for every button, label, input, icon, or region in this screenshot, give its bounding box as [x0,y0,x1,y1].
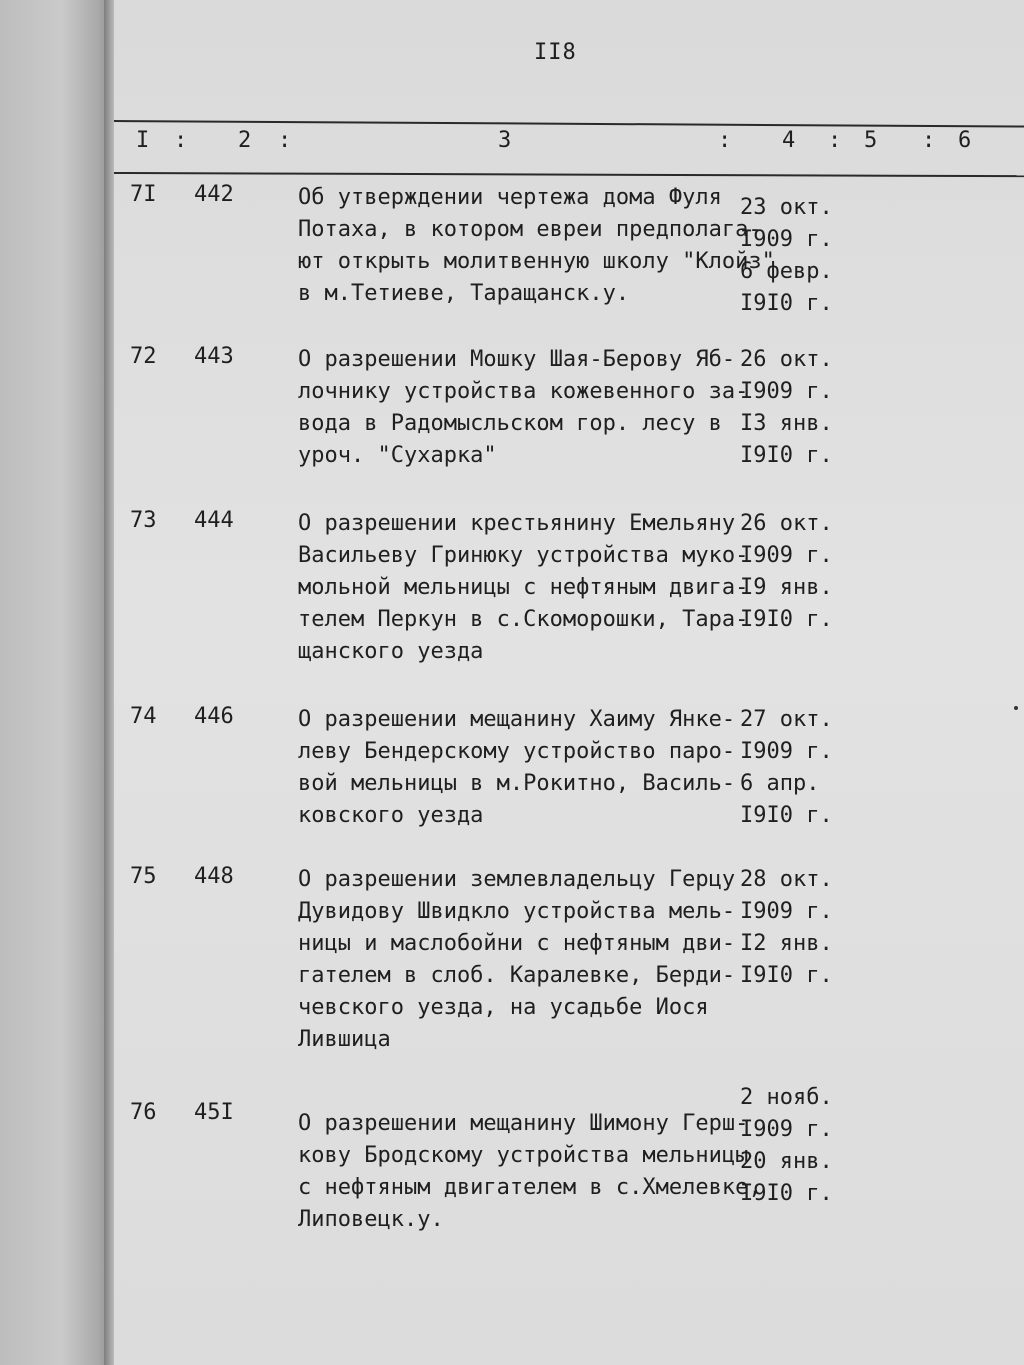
date-line: I909 г. [740,899,833,924]
column-header-3: 3 [498,128,512,153]
description-line: О разрешении мещанину Хаиму Янке- [298,707,736,732]
entry-description [298,508,749,668]
description-line: ковского уезда [298,803,484,828]
header-top-rule [114,120,1024,128]
description-line: вой мельницы в м.Рокитно, Василь- [298,771,736,796]
description-line: Васильеву Гринюку устройства муко- [298,543,749,568]
date-line: I9I0 г. [740,291,833,316]
date-line: I9I0 г. [740,607,833,632]
column-header-2: 2 [238,128,252,153]
entry-dates [740,192,860,320]
column-separator: : [718,128,732,153]
description-line: гателем в слоб. Каралевке, Берди- [298,963,736,988]
page-number: II8 [534,40,577,65]
column-separator: : [278,128,292,153]
date-line: I9I0 г. [740,963,833,988]
date-line: 23 окт. [740,195,833,220]
description-line: щанского уезда [298,639,484,664]
entry-number: 74 [130,704,157,729]
file-number: 448 [194,864,234,889]
date-line: 28 окт. [740,867,833,892]
date-line: I2 янв. [740,931,833,956]
description-line: в м.Тетиеве, Таращанск.у. [298,281,630,306]
description-line: Лившица [298,1027,391,1052]
column-separator: : [174,128,188,153]
description-line: Липовецк.у. [298,1207,444,1232]
header-bottom-rule [114,172,1024,177]
description-line: ницы и маслобойни с нефтяным дви- [298,931,736,956]
entry-dates [740,344,860,472]
date-line: 6 апр. [740,771,820,796]
column-header-1: I [136,128,150,153]
date-line: I9I0 г. [740,1181,833,1206]
entry-dates [740,508,860,636]
date-line: I909 г. [740,1117,833,1142]
description-line: лочнику устройства кожевенного за- [298,379,749,404]
description-line: леву Бендерскому устройство паро- [298,739,736,764]
file-number: 444 [194,508,234,533]
date-line: I909 г. [740,379,833,404]
entry-number: 75 [130,864,157,889]
entry-number: 76 [130,1100,157,1125]
entry-description [298,1108,762,1236]
description-line: О разрешении землевладельцу Герцу [298,867,736,892]
file-number: 45I [194,1100,234,1125]
description-line: О разрешении мещанину Шимону Герш- [298,1111,749,1136]
description-line: ют открыть молитвенную школу "Клойз" [298,249,775,274]
entry-description [298,182,775,310]
date-line: 26 окт. [740,511,833,536]
date-line: I9 янв. [740,575,833,600]
previous-page-edge [0,0,112,1365]
entry-description [298,864,738,1056]
file-number: 446 [194,704,234,729]
file-number: 442 [194,182,234,207]
date-line: 27 окт. [740,707,833,732]
entry-dates [740,1082,860,1210]
column-separator: : [922,128,936,153]
description-line: Дувидову Швидкло устройства мель- [298,899,736,924]
document-page [114,0,1024,1365]
entry-dates [740,864,860,992]
column-separator: : [828,128,842,153]
date-line: I9I0 г. [740,803,833,828]
entry-dates [740,704,860,832]
file-number: 443 [194,344,234,369]
column-header-6: 6 [958,128,972,153]
date-line: 2 нояб. [740,1085,833,1110]
column-header-5: 5 [864,128,878,153]
description-line: Потаха, в котором евреи предполага- [298,217,762,242]
description-line: вода в Радомысльском гор. лесу в [298,411,722,436]
date-line: I3 янв. [740,411,833,436]
date-line: 26 окт. [740,347,833,372]
description-line: уроч. "Сухарка" [298,443,497,468]
date-line: I909 г. [740,227,833,252]
entry-number: 72 [130,344,157,369]
description-line: Об утверждении чертежа дома Фуля [298,185,722,210]
column-header-4: 4 [782,128,796,153]
entry-number: 73 [130,508,157,533]
entry-description [298,704,738,832]
description-line: телем Перкун в с.Скоморошки, Тара- [298,607,749,632]
entry-description [298,344,749,472]
description-line: мольной мельницы с нефтяным двига- [298,575,749,600]
description-line: кову Бродскому устройства мельницы [298,1143,749,1168]
date-line: 20 янв. [740,1149,833,1174]
date-line: 6 февр. [740,259,833,284]
date-line: I909 г. [740,543,833,568]
paper-speck [1014,706,1018,710]
date-line: I9I0 г. [740,443,833,468]
description-line: О разрешении Мошку Шая-Берову Яб- [298,347,736,372]
description-line: О разрешении крестьянину Емельяну [298,511,736,536]
date-line: I909 г. [740,739,833,764]
entry-number: 7I [130,182,157,207]
description-line: с нефтяным двигателем в с.Хмелевке, [298,1175,762,1200]
description-line: чевского уезда, на усадьбе Иося [298,995,709,1020]
